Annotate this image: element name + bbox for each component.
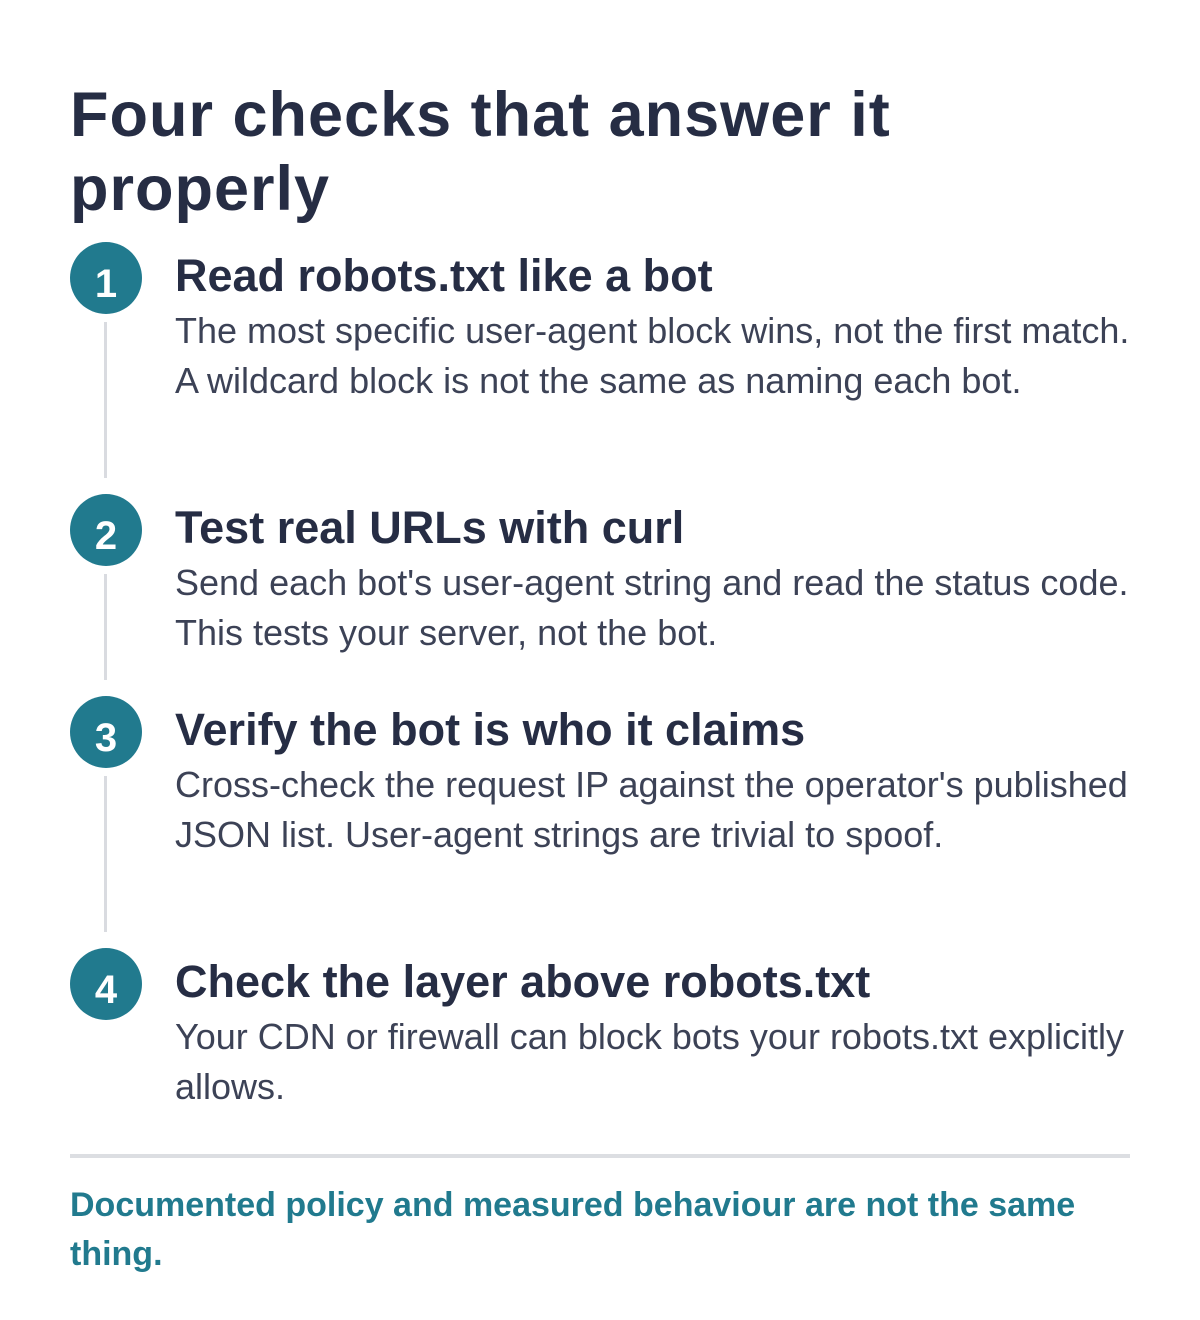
step-description: Cross-check the request IP against the operator's published JSON list. User-agent strings are trivial to spoof. <box>175 764 1128 855</box>
step-number-badge: 2 <box>70 494 142 566</box>
step-number-badge: 1 <box>70 242 142 314</box>
step-title: Read robots.txt like a bot <box>175 250 713 301</box>
step-title: Verify the bot is who it claims <box>175 704 806 755</box>
footer-note: Documented policy and measured behaviour are not the same thing. <box>70 1186 1076 1273</box>
step-description: Send each bot's user-agent string and read the status code. This tests your server, not the bot. <box>175 562 1129 653</box>
step-connector-line <box>104 776 107 932</box>
step-description: Your CDN or firewall can block bots your robots.txt explicitly allows. <box>175 1016 1125 1107</box>
step-description: The most specific user-agent block wins, not the first match. A wildcard block is not the same as naming each bot. <box>175 310 1130 401</box>
step-title: Test real URLs with curl <box>175 502 685 553</box>
step-number-badge: 4 <box>70 948 142 1020</box>
footer-divider <box>70 1154 1130 1158</box>
page-title: Four checks that answer it properly <box>70 80 891 224</box>
step-number-badge: 3 <box>70 696 142 768</box>
step-title: Check the layer above robots.txt <box>175 956 871 1007</box>
step-connector-line <box>104 574 107 680</box>
step-connector-line <box>104 322 107 478</box>
